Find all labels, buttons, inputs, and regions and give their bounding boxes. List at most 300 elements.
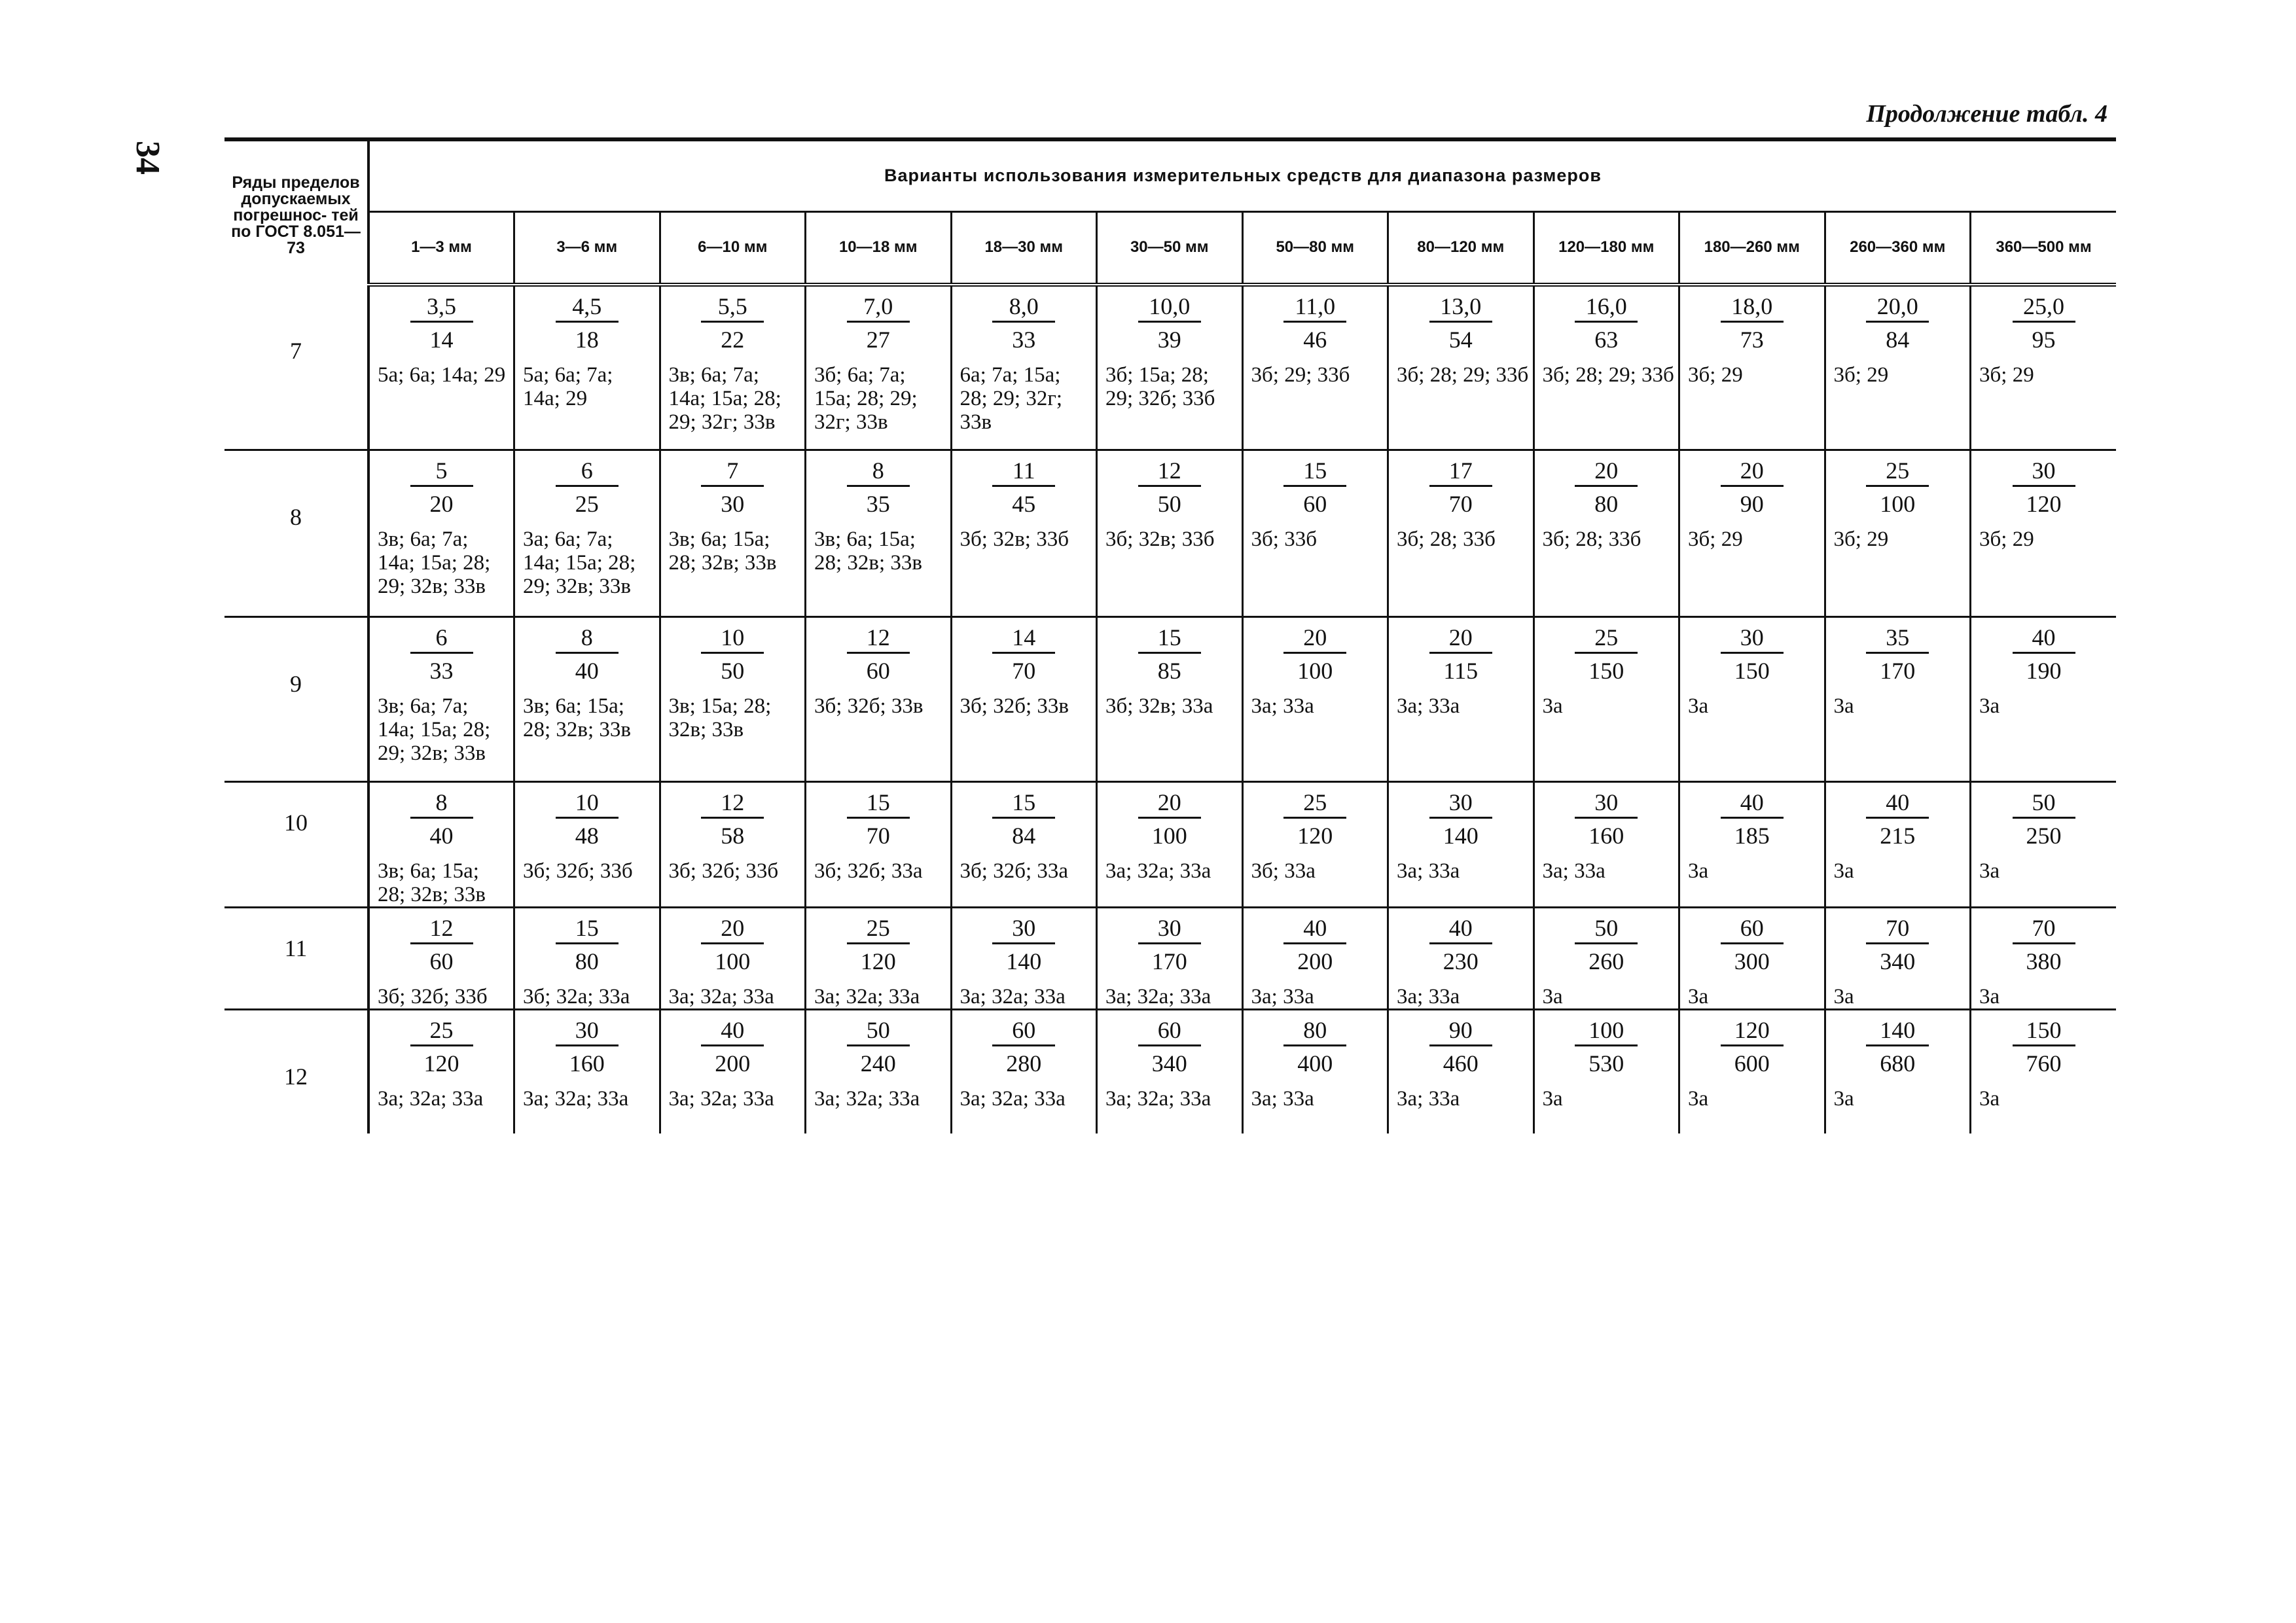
fraction-numerator: 50 [1575,914,1638,944]
fraction-denominator: 14 [429,327,454,353]
tolerance-fraction [1429,914,1492,978]
fraction-denominator: 33 [1012,327,1036,353]
instrument-refs: 3а [1833,984,1854,1008]
tolerance-fraction [556,623,619,688]
fraction-denominator: 160 [569,1050,605,1077]
instrument-refs: 3а; 32а; 33а [814,1086,920,1111]
tolerance-fraction [410,623,473,688]
fraction-numerator: 40 [1866,788,1929,819]
row-label [224,285,368,450]
tolerance-fraction [847,623,910,688]
fraction-denominator: 60 [1303,490,1327,517]
tolerance-fraction [1138,788,1201,853]
tolerance-fraction [701,456,764,521]
instrument-refs: 3б; 32б; 33б [668,859,779,883]
fraction-denominator: 230 [1443,948,1479,974]
table-cell [514,1009,660,1133]
instrument-refs: 3б; 15а; 28; 29; 32б; 33б [1105,363,1215,410]
instrument-refs: 3а; 32а; 33а [814,984,920,1008]
fraction-numerator: 20 [1138,788,1201,819]
instrument-refs: 3а [1688,1086,1709,1111]
range-header: 80—120 мм [1388,211,1534,285]
fraction-denominator: 100 [1297,657,1333,684]
fraction-denominator: 20 [429,490,454,517]
continuation-label: Продолжение табл. 4 [1866,100,2108,128]
tolerance-fraction [1138,623,1201,688]
tolerance-fraction [1575,1016,1638,1080]
instrument-refs: 3б; 28; 29; 33б [1542,363,1674,387]
tolerance-fraction [1575,914,1638,978]
fraction-denominator: 18 [575,327,599,353]
fraction-numerator: 8,0 [992,292,1055,323]
fraction-numerator: 60 [1138,1016,1201,1046]
instrument-refs: 3б; 32б; 33в [960,694,1069,718]
table-cell [1825,616,1971,781]
fraction-numerator: 35 [1866,623,1929,654]
table-cell [1534,285,1679,450]
tolerance-fraction [1283,1016,1346,1080]
fraction-numerator: 12 [847,623,910,654]
tolerance-fraction [1138,914,1201,978]
fraction-denominator: 190 [2026,657,2062,684]
tolerance-fraction [847,292,910,357]
fraction-numerator: 25 [847,914,910,944]
tolerance-fraction [1283,914,1346,978]
fraction-numerator: 17 [1429,456,1492,487]
row-label [224,616,368,781]
table-cell [1097,1009,1243,1133]
fraction-numerator: 20 [1283,623,1346,654]
fraction-denominator: 250 [2026,822,2062,849]
range-header: 50—80 мм [1242,211,1388,285]
fraction-numerator: 15 [1138,623,1201,654]
instrument-refs: 3а; 33а [1397,1086,1460,1111]
table-cell [660,1009,806,1133]
tolerance-fraction [556,456,619,521]
instrument-refs: 3б; 32в; 33б [960,527,1069,551]
tolerance-fraction [1721,292,1784,357]
fraction-denominator: 40 [575,657,599,684]
fraction-numerator: 70 [2013,914,2075,944]
range-header: 18—30 мм [951,211,1097,285]
fraction-denominator: 260 [1588,948,1624,974]
fraction-denominator: 140 [1006,948,1042,974]
instrument-refs: 3а; 6а; 7а; 14а; 15а; 28; 29; 32в; 33в [523,527,636,598]
tolerance-fraction [1575,623,1638,688]
tolerance-fraction [1866,456,1929,521]
table-cell [806,907,952,1009]
fraction-numerator: 25,0 [2013,292,2075,323]
tolerance-fraction [1429,456,1492,521]
fraction-denominator: 54 [1448,327,1473,353]
table-cell [1534,781,1679,907]
tolerance-fraction [1866,788,1929,853]
table-cell [1679,616,1825,781]
fraction-numerator: 70 [1866,914,1929,944]
tolerance-fraction [992,788,1055,853]
fraction-denominator: 39 [1157,327,1181,353]
fraction-numerator: 20,0 [1866,292,1929,323]
tolerance-fraction [2013,292,2075,357]
fraction-numerator: 140 [1866,1016,1929,1046]
table-cell [1825,1009,1971,1133]
fraction-numerator: 10 [556,788,619,819]
table-cell [1242,907,1388,1009]
fraction-numerator: 10 [701,623,764,654]
instrument-refs: 3а; 32а; 33а [523,1086,629,1111]
table-row [224,285,2116,450]
instrument-refs: 3в; 6а; 7а; 14а; 15а; 28; 29; 32в; 33в [378,694,491,765]
fraction-denominator: 140 [1443,822,1479,849]
instrument-refs: 3в; 6а; 15а; 28; 32в; 33в [523,694,631,741]
instrument-refs: 3б; 28; 29; 33б [1397,363,1529,387]
fraction-numerator: 20 [701,914,764,944]
fraction-denominator: 45 [1012,490,1036,517]
instrument-refs: 3б; 29 [1688,363,1743,387]
table-cell [951,781,1097,907]
fraction-numerator: 10,0 [1138,292,1201,323]
tolerance-fraction [556,1016,619,1080]
fraction-denominator: 170 [1151,948,1187,974]
fraction-denominator: 215 [1880,822,1916,849]
range-header: 30—50 мм [1097,211,1243,285]
row-number: 12 [284,1063,308,1090]
fraction-numerator: 50 [2013,788,2075,819]
table-cell [660,781,806,907]
table-cell [514,907,660,1009]
table-cell [1825,450,1971,616]
range-header: 6—10 мм [660,211,806,285]
tolerance-fraction [701,1016,764,1080]
fraction-numerator: 30 [1429,788,1492,819]
tolerance-fraction [992,623,1055,688]
fraction-denominator: 200 [715,1050,751,1077]
tolerance-fraction [701,788,764,853]
fraction-numerator: 11,0 [1283,292,1346,323]
instrument-refs: 3б; 32в; 33а [1105,694,1213,718]
instrument-refs: 3а [1688,984,1709,1008]
instrument-refs: 3в; 6а; 15а; 28; 32в; 33в [378,859,486,906]
table-cell [951,450,1097,616]
table-row [224,616,2116,781]
table-cell [368,616,514,781]
table-cell [806,450,952,616]
table-cell [1679,285,1825,450]
instrument-refs: 3а [1979,1086,2000,1111]
fraction-denominator: 33 [429,657,454,684]
fraction-numerator: 3,5 [410,292,473,323]
tolerance-fraction [847,914,910,978]
instrument-refs: 3б; 33а [1251,859,1316,883]
instrument-refs: 3а; 33а [1542,859,1605,883]
instrument-refs: 3в; 6а; 15а; 28; 32в; 33в [668,527,777,575]
fraction-denominator: 25 [575,490,599,517]
fraction-denominator: 50 [1157,490,1181,517]
instrument-refs: 3б; 29 [1979,363,2034,387]
fraction-denominator: 73 [1740,327,1764,353]
instrument-refs: 3а; 33а [1251,694,1314,718]
fraction-numerator: 15 [847,788,910,819]
table-row [224,1009,2116,1133]
fraction-numerator: 13,0 [1429,292,1492,323]
table-cell [1971,781,2117,907]
tolerance-fraction [410,1016,473,1080]
instrument-refs: 3в; 6а; 7а; 14а; 15а; 28; 29; 32в; 33в [378,527,491,598]
table-cell [660,907,806,1009]
range-header: 1—3 мм [368,211,514,285]
tolerance-fraction [2013,623,2075,688]
table-cell [368,1009,514,1133]
tolerance-fraction [1283,788,1346,853]
table-cell [1388,450,1534,616]
tolerance-fraction [992,914,1055,978]
tolerance-fraction [2013,788,2075,853]
table-cell [1534,616,1679,781]
instrument-refs: 3а [1542,694,1563,718]
fraction-numerator: 7,0 [847,292,910,323]
table-row [224,907,2116,1009]
table-cell [1679,1009,1825,1133]
instrument-refs: 3а; 32а; 33а [668,984,774,1008]
range-header: 3—6 мм [514,211,660,285]
fraction-numerator: 50 [847,1016,910,1046]
table-cell [806,781,952,907]
fraction-denominator: 340 [1151,1050,1187,1077]
tolerance-fraction [1575,788,1638,853]
fraction-denominator: 40 [429,822,454,849]
tolerance-fraction [1575,456,1638,521]
table-cell [1388,1009,1534,1133]
table-cell [1097,907,1243,1009]
instrument-refs: 3в; 6а; 15а; 28; 32в; 33в [814,527,922,575]
fraction-numerator: 40 [1283,914,1346,944]
row-label [224,450,368,616]
table-header [224,139,2116,285]
fraction-denominator: 95 [2032,327,2056,353]
fraction-denominator: 80 [575,948,599,974]
fraction-denominator: 48 [575,822,599,849]
instrument-refs: 3а [1833,1086,1854,1111]
tolerance-table [224,137,2116,1133]
tolerance-fraction [410,456,473,521]
tolerance-fraction [1721,456,1784,521]
table-cell [951,1009,1097,1133]
fraction-denominator: 340 [1880,948,1916,974]
tolerance-fraction [847,456,910,521]
fraction-numerator: 5 [410,456,473,487]
tolerance-fraction [1866,914,1929,978]
table-cell [1097,450,1243,616]
fraction-denominator: 60 [866,657,890,684]
fraction-numerator: 20 [1575,456,1638,487]
instrument-refs: 3а; 32а; 33а [668,1086,774,1111]
table-cell [1825,285,1971,450]
tolerance-fraction [1283,292,1346,357]
fraction-numerator: 30 [1138,914,1201,944]
table-cell [1388,285,1534,450]
instrument-refs: 3а; 32а; 33а [1105,859,1211,883]
instrument-refs: 6а; 7а; 15а; 28; 29; 32г; 33в [960,363,1063,434]
tolerance-fraction [410,788,473,853]
row-number: 9 [290,670,302,697]
fraction-numerator: 60 [1721,914,1784,944]
instrument-refs: 3а; 32а; 33а [1105,984,1211,1008]
table-body [224,285,2116,1133]
fraction-numerator: 6 [556,456,619,487]
table-cell [1971,907,2117,1009]
fraction-denominator: 460 [1443,1050,1479,1077]
fraction-denominator: 300 [1734,948,1770,974]
fraction-numerator: 5,5 [701,292,764,323]
table-cell [1534,907,1679,1009]
fraction-denominator: 150 [1588,657,1624,684]
tolerance-fraction [1429,1016,1492,1080]
tolerance-fraction [1866,1016,1929,1080]
tolerance-fraction [992,456,1055,521]
table-cell [1097,285,1243,450]
fraction-numerator: 4,5 [556,292,619,323]
fraction-numerator: 25 [410,1016,473,1046]
fraction-numerator: 8 [556,623,619,654]
row-number: 8 [290,503,302,530]
fraction-numerator: 25 [1283,788,1346,819]
table-cell [1971,285,2117,450]
table-cell [1825,907,1971,1009]
fraction-numerator: 25 [1575,623,1638,654]
fraction-numerator: 30 [992,914,1055,944]
table-cell [1097,616,1243,781]
table-cell [1971,1009,2117,1133]
tolerance-fraction [1429,623,1492,688]
fraction-denominator: 70 [866,822,890,849]
instrument-refs: 3б; 32б; 33а [960,859,1069,883]
fraction-numerator: 90 [1429,1016,1492,1046]
table-cell [368,907,514,1009]
instrument-refs: 3а [1542,984,1563,1008]
range-header: 180—260 мм [1679,211,1825,285]
tolerance-fraction [847,788,910,853]
instrument-refs: 3б; 32б; 33б [378,984,488,1008]
row-label [224,781,368,907]
row-header-label: Ряды пределов допускаемых погрешнос- тей по ГОСТ 8.051—73 [224,139,368,285]
instrument-refs: 3б; 29; 33б [1251,363,1350,387]
tolerance-fraction [992,292,1055,357]
tolerance-fraction [701,623,764,688]
table-cell [951,907,1097,1009]
range-header: 120—180 мм [1534,211,1679,285]
range-span-title: Варианты использования измерительных средств для диапазона размеров [368,139,2116,211]
tolerance-fraction [992,1016,1055,1080]
instrument-refs: 3в; 6а; 7а; 14а; 15а; 28; 29; 32г; 33в [668,363,781,434]
fraction-numerator: 15 [992,788,1055,819]
row-number: 11 [284,935,308,961]
fraction-numerator: 150 [2013,1016,2075,1046]
tolerance-fraction [1575,292,1638,357]
tolerance-fraction [410,914,473,978]
instrument-refs: 5а; 6а; 14а; 29 [378,363,506,387]
table-cell [1388,907,1534,1009]
instrument-refs: 3а [1979,859,2000,883]
table-cell [1679,450,1825,616]
tolerance-fraction [1866,292,1929,357]
table-cell [1242,285,1388,450]
fraction-denominator: 35 [866,490,890,517]
tolerance-fraction [1721,788,1784,853]
fraction-denominator: 120 [423,1050,459,1077]
instrument-refs: 3а; 33а [1397,694,1460,718]
fraction-numerator: 120 [1721,1016,1784,1046]
instrument-refs: 3а; 33а [1397,984,1460,1008]
fraction-denominator: 600 [1734,1050,1770,1077]
table-cell [1971,616,2117,781]
tolerance-fraction [556,292,619,357]
fraction-denominator: 280 [1006,1050,1042,1077]
fraction-numerator: 15 [1283,456,1346,487]
row-label [224,907,368,1009]
fraction-denominator: 84 [1886,327,1910,353]
table-cell [514,781,660,907]
instrument-refs: 3б; 29 [1833,527,1889,551]
tolerance-fraction [1866,623,1929,688]
fraction-denominator: 120 [2026,490,2062,517]
fraction-denominator: 30 [721,490,745,517]
fraction-numerator: 30 [1721,623,1784,654]
range-header: 360—500 мм [1971,211,2117,285]
tolerance-fraction [2013,914,2075,978]
table-cell [514,285,660,450]
fraction-denominator: 240 [860,1050,896,1077]
table-cell [1388,616,1534,781]
fraction-numerator: 20 [1721,456,1784,487]
tolerance-fraction [701,914,764,978]
table-cell [660,285,806,450]
tolerance-fraction [1138,1016,1201,1080]
table-cell [368,285,514,450]
tolerance-fraction [2013,1016,2075,1080]
table-cell [806,1009,952,1133]
tolerance-fraction [1721,1016,1784,1080]
table-cell [1242,781,1388,907]
table-cell [951,285,1097,450]
table-cell [514,450,660,616]
instrument-refs: 3б; 29 [1688,527,1743,551]
instrument-refs: 3а [1688,694,1709,718]
instrument-refs: 3а; 32а; 33а [378,1086,484,1111]
tolerance-fraction [1429,788,1492,853]
fraction-numerator: 12 [1138,456,1201,487]
instrument-refs: 3б; 32б; 33а [814,859,923,883]
table-cell [368,781,514,907]
fraction-denominator: 120 [860,948,896,974]
fraction-numerator: 40 [2013,623,2075,654]
tolerance-fraction [410,292,473,357]
table-cell [368,450,514,616]
table-cell [1534,1009,1679,1133]
instrument-refs: 3а; 32а; 33а [960,1086,1066,1111]
instrument-refs: 3в; 15а; 28; 32в; 33в [668,694,772,741]
fraction-denominator: 27 [866,327,890,353]
instrument-refs: 3б; 28; 33б [1542,527,1641,551]
instrument-refs: 3б; 32б; 33в [814,694,924,718]
table-cell [1097,781,1243,907]
tolerance-fraction [556,788,619,853]
instrument-refs: 3а; 33а [1397,859,1460,883]
fraction-numerator: 30 [2013,456,2075,487]
tolerance-fraction [1429,292,1492,357]
fraction-numerator: 6 [410,623,473,654]
page-number: 34 [129,141,166,175]
instrument-refs: 5а; 6а; 7а; 14а; 29 [523,363,613,410]
